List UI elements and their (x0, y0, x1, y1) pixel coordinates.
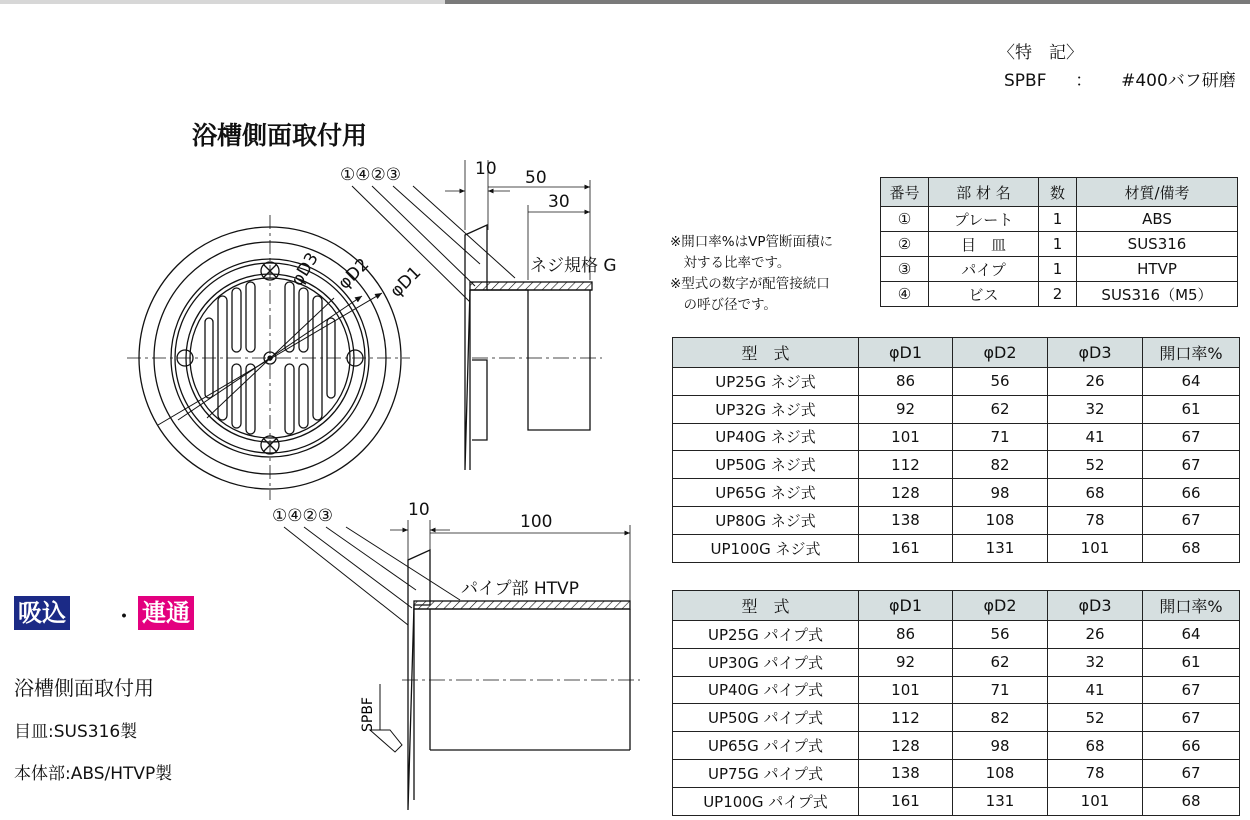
connect-badge: 連通 (138, 596, 194, 630)
footnote-line: の呼び径です。 (670, 297, 777, 313)
table-cell: 101 (1048, 534, 1143, 562)
table-cell: 92 (859, 395, 953, 423)
footnote-line: ※開口率%はVP管断面積に (670, 234, 834, 250)
intake-badge: 吸込 (14, 596, 70, 630)
column-header: φD3 (1048, 591, 1143, 621)
table-cell: 66 (1143, 732, 1240, 760)
column-header: 開口率% (1143, 338, 1240, 368)
table-cell: 64 (1143, 621, 1240, 649)
table-cell: 32 (1048, 648, 1143, 676)
table-cell: 1 (1039, 207, 1077, 232)
table-cell: 128 (859, 479, 953, 507)
column-header: φD2 (953, 591, 1048, 621)
table-row (673, 506, 1240, 534)
table-cell: ABS (1077, 207, 1238, 232)
d2-label: φD2 (334, 254, 374, 294)
table-cell: 41 (1048, 423, 1143, 451)
subtitle: 浴槽側面取付用 (14, 676, 154, 700)
table-cell: 67 (1143, 506, 1240, 534)
table-cell: 161 (859, 534, 953, 562)
column-header: 部 材 名 (929, 178, 1039, 207)
table-cell: UP40G ネジ式 (673, 423, 859, 451)
table-cell: 66 (1143, 479, 1240, 507)
table-row (881, 207, 1238, 232)
table-cell: UP80G ネジ式 (673, 506, 859, 534)
table-cell: 26 (1048, 368, 1143, 396)
table-cell: 108 (953, 506, 1048, 534)
table-cell: 101 (859, 676, 953, 704)
table-row (673, 676, 1240, 704)
finish-mark: SPBF (360, 697, 376, 732)
dim-30: 30 (548, 192, 570, 212)
table-cell: 1 (1039, 257, 1077, 282)
table-cell: 71 (953, 676, 1048, 704)
table-cell: 67 (1143, 451, 1240, 479)
note-code: SPBF (1004, 71, 1047, 91)
table-cell: 108 (953, 759, 1048, 787)
thread-spec-table (672, 337, 1240, 563)
parts-table (880, 177, 1238, 307)
parts-callout-top: ①④②③ (340, 165, 401, 185)
table-cell: 82 (953, 451, 1048, 479)
table-cell: 82 (953, 704, 1048, 732)
table-cell: ② (881, 232, 929, 257)
table-cell: 67 (1143, 704, 1240, 732)
footnote-line: 対する比率です。 (670, 255, 791, 271)
thread-spec-label: ネジ規格 G (530, 256, 617, 276)
column-header: φD2 (953, 338, 1048, 368)
table-cell: プレート (929, 207, 1039, 232)
table-cell: 26 (1048, 621, 1143, 649)
footnotes (670, 232, 833, 316)
table-row (673, 479, 1240, 507)
table-cell: 78 (1048, 506, 1143, 534)
table-cell: パイプ (929, 257, 1039, 282)
table-cell: 68 (1143, 534, 1240, 562)
side-view-pipe (272, 500, 640, 810)
table-cell: UP75G パイプ式 (673, 759, 859, 787)
column-header: 材質/備考 (1077, 178, 1238, 207)
note-separator: ： (1075, 71, 1093, 91)
d3-label: φD3 (287, 249, 323, 290)
table-row (673, 534, 1240, 562)
table-cell: UP65G ネジ式 (673, 479, 859, 507)
table-cell: 52 (1048, 451, 1143, 479)
column-header: 型 式 (673, 338, 859, 368)
table-cell: UP30G パイプ式 (673, 648, 859, 676)
plate-material: 目皿:SUS316製 (14, 722, 138, 742)
table-cell: 131 (953, 787, 1048, 815)
table-cell: 61 (1143, 648, 1240, 676)
table-cell: UP50G パイプ式 (673, 704, 859, 732)
table-cell: 61 (1143, 395, 1240, 423)
column-header: 数 (1039, 178, 1077, 207)
table-cell: 131 (953, 534, 1048, 562)
table-cell: 52 (1048, 704, 1143, 732)
table-cell: 71 (953, 423, 1048, 451)
table-cell: UP100G ネジ式 (673, 534, 859, 562)
dim-100: 100 (520, 512, 553, 532)
dim-10-top: 10 (475, 159, 497, 179)
table-cell: 78 (1048, 759, 1143, 787)
table-cell: 68 (1048, 479, 1143, 507)
table-cell: 41 (1048, 676, 1143, 704)
table-cell: SUS316（M5） (1077, 282, 1238, 307)
pipe-spec-table (672, 590, 1240, 816)
table-cell: 112 (859, 451, 953, 479)
table-cell: HTVP (1077, 257, 1238, 282)
table-row (673, 423, 1240, 451)
table-cell: 68 (1048, 732, 1143, 760)
table-row (673, 787, 1240, 815)
table-cell: 98 (953, 732, 1048, 760)
column-header: φD1 (859, 591, 953, 621)
table-cell: UP100G パイプ式 (673, 787, 859, 815)
table-cell: 138 (859, 759, 953, 787)
table-row (881, 232, 1238, 257)
table-cell: 112 (859, 704, 953, 732)
page-title: 浴槽側面取付用 (192, 121, 368, 150)
table-cell: 128 (859, 732, 953, 760)
front-view (127, 215, 410, 500)
table-cell: 62 (953, 648, 1048, 676)
special-note-title: 〈特 記〉 (998, 43, 1083, 63)
table-cell: 56 (953, 621, 1048, 649)
table-cell: UP40G パイプ式 (673, 676, 859, 704)
table-cell: SUS316 (1077, 232, 1238, 257)
table-cell: 101 (1048, 787, 1143, 815)
column-header: φD3 (1048, 338, 1143, 368)
table-cell: 138 (859, 506, 953, 534)
table-row (673, 621, 1240, 649)
table-row (673, 648, 1240, 676)
table-cell: 67 (1143, 759, 1240, 787)
footnote-line: ※型式の数字が配管接続口 (670, 276, 830, 292)
table-cell: 98 (953, 479, 1048, 507)
table-row (881, 257, 1238, 282)
table-cell: 86 (859, 621, 953, 649)
table-row (673, 732, 1240, 760)
table-cell: 101 (859, 423, 953, 451)
table-cell: UP65G パイプ式 (673, 732, 859, 760)
table-cell: 2 (1039, 282, 1077, 307)
table-row (673, 368, 1240, 396)
table-cell: 目 皿 (929, 232, 1039, 257)
table-cell: UP25G パイプ式 (673, 621, 859, 649)
d1-label: φD1 (386, 262, 426, 302)
side-view-thread (340, 159, 602, 470)
parts-callout-bottom: ①④②③ (272, 506, 333, 526)
table-cell: 161 (859, 787, 953, 815)
table-row (673, 395, 1240, 423)
note-value: #400バフ研磨 (1121, 71, 1236, 91)
body-material: 本体部:ABS/HTVP製 (14, 764, 173, 784)
table-cell: UP32G ネジ式 (673, 395, 859, 423)
table-cell: 67 (1143, 423, 1240, 451)
column-header: 型 式 (673, 591, 859, 621)
pipe-part-label: パイプ部 HTVP (461, 579, 579, 599)
table-cell: 56 (953, 368, 1048, 396)
dim-10-bottom: 10 (408, 500, 430, 520)
table-cell: UP50G ネジ式 (673, 451, 859, 479)
table-cell: ③ (881, 257, 929, 282)
dim-50: 50 (525, 168, 547, 188)
table-row (673, 451, 1240, 479)
table-cell: 86 (859, 368, 953, 396)
table-cell: 67 (1143, 676, 1240, 704)
table-cell: 1 (1039, 232, 1077, 257)
table-row (881, 282, 1238, 307)
table-row (673, 704, 1240, 732)
table-cell: 92 (859, 648, 953, 676)
table-cell: 68 (1143, 787, 1240, 815)
table-cell: ④ (881, 282, 929, 307)
badge-separator: ・ (113, 605, 136, 630)
column-header: 開口率% (1143, 591, 1240, 621)
table-cell: 64 (1143, 368, 1240, 396)
table-cell: ① (881, 207, 929, 232)
table-row (673, 759, 1240, 787)
table-cell: UP25G ネジ式 (673, 368, 859, 396)
column-header: φD1 (859, 338, 953, 368)
table-cell: 32 (1048, 395, 1143, 423)
column-header: 番号 (881, 178, 929, 207)
table-cell: 62 (953, 395, 1048, 423)
table-cell: ビス (929, 282, 1039, 307)
